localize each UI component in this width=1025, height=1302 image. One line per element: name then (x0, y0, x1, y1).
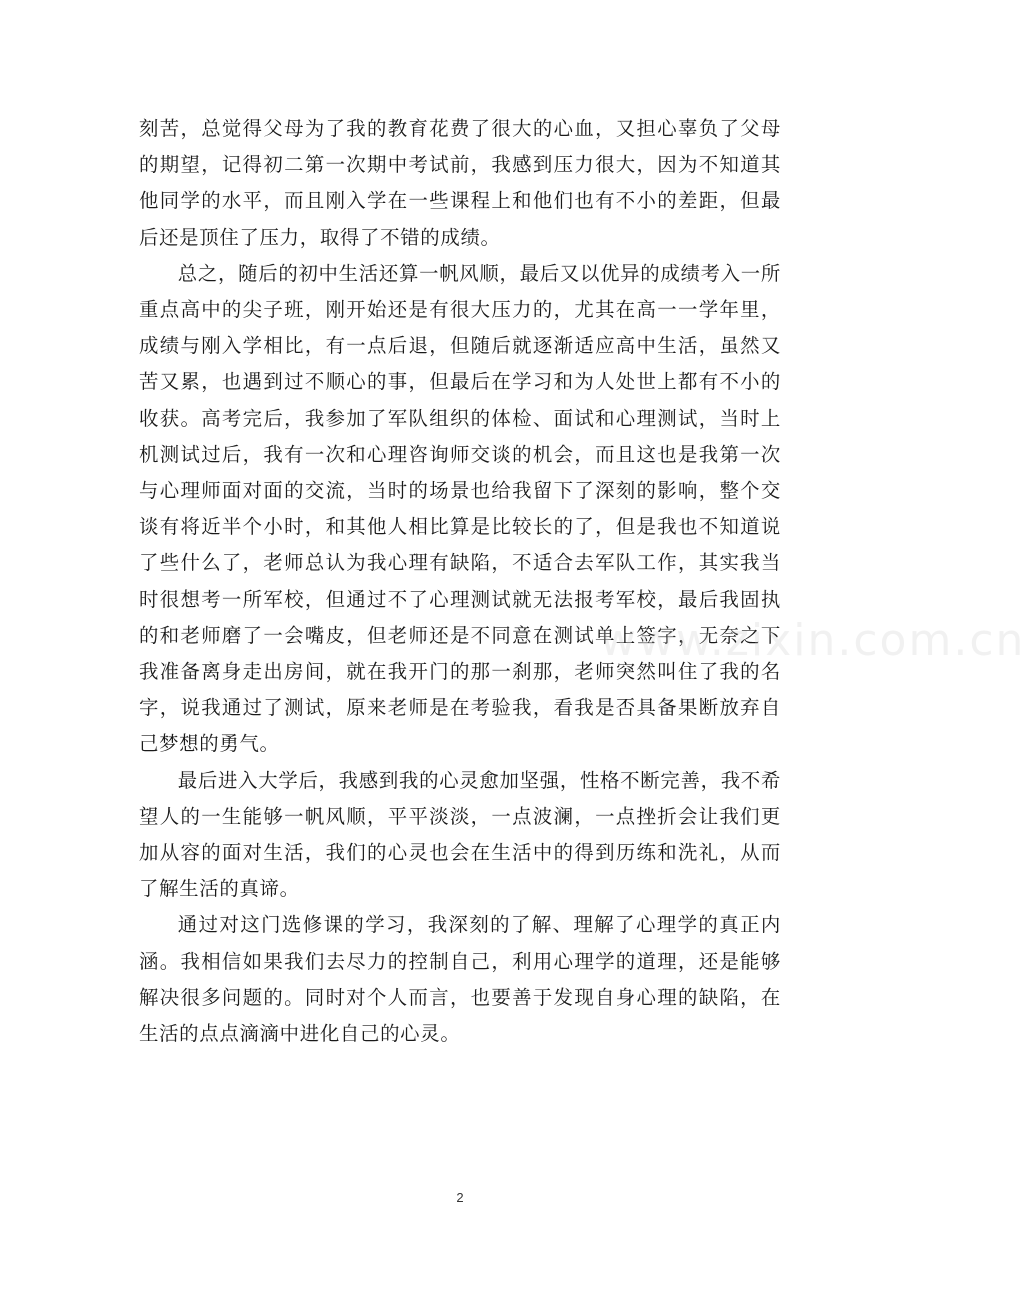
page-number: 2 (456, 1190, 464, 1205)
paragraph-4: 通过对这门选修课的学习，我深刻的了解、理解了心理学的真正内涵。我相信如果我们去尽力的控制自己，利用心理学的道理，还是能够解决很多问题的。同时对个人而言，也要善于发现自身心理的缺陷，在生活的点点滴滴中进化自己的心灵。 (139, 913, 781, 1046)
paragraph-1: 刻苦，总觉得父母为了我的教育花费了很大的心血，又担心辜负了父母的期望，记得初二第一次期中考试前，我感到压力很大，因为不知道其他同学的水平，而且刚入学在一些课程上和他们也有不小的差距，但最后还是顶住了压力，取得了不错的成绩。 (139, 117, 781, 249)
watermark: www.zixin.com.cn (600, 615, 1025, 666)
paragraph-2: 总之，随后的初中生活还算一帆风顺，最后又以优异的成绩考入一所重点高中的尖子班，刚开始还是有很大压力的，尤其在高一一学年里，成绩与刚入学相比，有一点后退，但随后就逐渐适应高中生活，虽然又苦又累，也遇到过不顺心的事，但最后在学习和为人处世上都有不小的收获。高考完后，我参加了军队组织的体检、面试和心理测试，当时上机测试过后，我有一次和心理咨询师交谈的机会，而且这也是我第一次与心理师面对面的交流，当时的场景也给我留下了深刻的影响，整个交谈有将近半个小时，和其他人相比算是比较长的了，但是我也不知道说了些什么了，老师总认为我心理有缺陷，不适合去军队工作，其实我当时很想考一所军校，但通过不了心理测试就无法报考军校，最后我固执的和老师磨了一会嘴皮，但老师还是不同意在测试单上签字，无奈之下我准备离身走出房间，就在我开门的那一刹那，老师突然叫住了我的名字，说我通过了测试，原来老师是在考验我，看我是否具备果断放弃自己梦想的勇气。 (139, 261, 781, 756)
document-body (139, 111, 781, 1052)
paragraph-3: 最后进入大学后，我感到我的心灵愈加坚强，性格不断完善，我不希望人的一生能够一帆风顺，平平淡淡，一点波澜，一点挫折会让我们更加从容的面对生活，我们的心灵也会在生活中的得到历练和洗礼，从而了解生活的真谛。 (139, 768, 781, 901)
